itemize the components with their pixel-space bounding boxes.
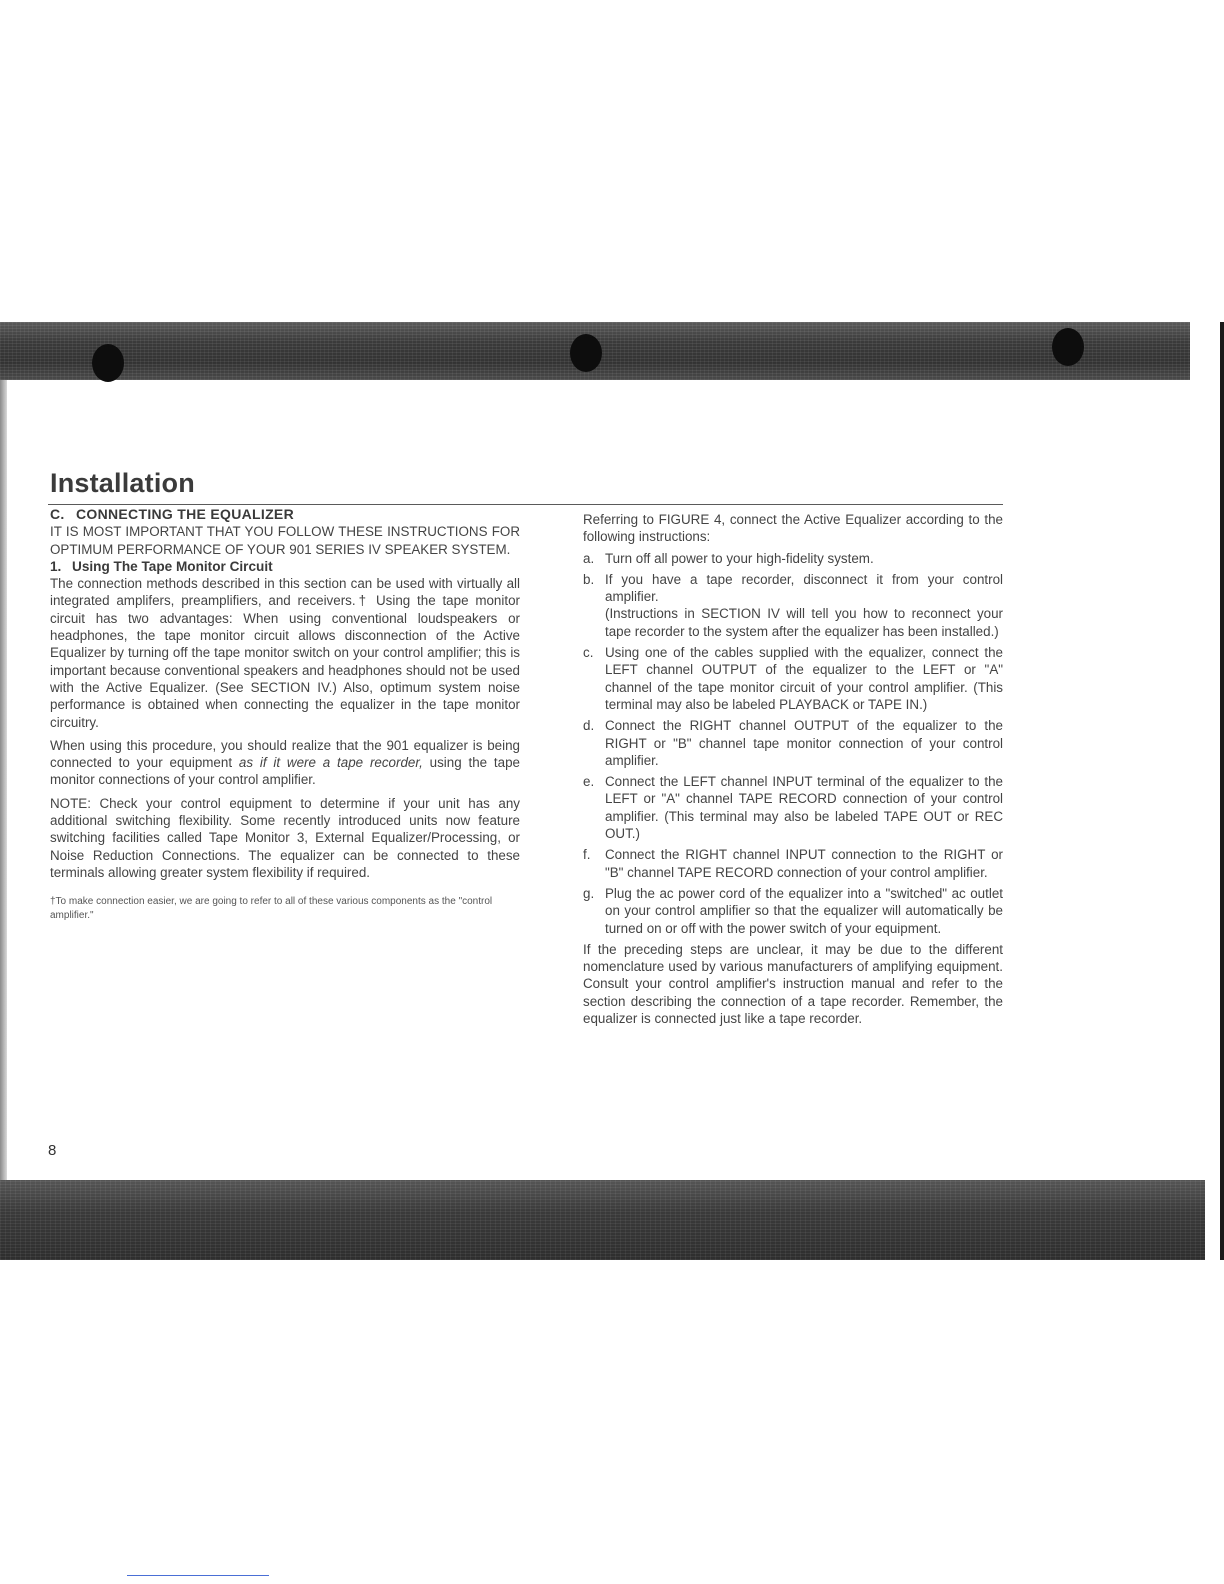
list-item xyxy=(583,644,1003,713)
punch-hole xyxy=(1052,328,1084,366)
list-text: Turn off all power to your high-fidelity system. xyxy=(605,550,874,566)
list-item xyxy=(583,885,1003,937)
list-text: If you have a tape recorder, disconnect it from your control amplifier. xyxy=(605,571,1003,605)
list-marker: c. xyxy=(583,645,594,661)
section-letter: C. xyxy=(50,506,65,522)
paragraph-tape-recorder xyxy=(50,737,520,789)
heading-divider xyxy=(48,504,1003,505)
list-note: (Instructions in SECTION IV will tell you how to reconnect your tape recorder to the system after the equalizer has been installed.) xyxy=(605,606,1003,639)
list-text: Plug the ac power cord of the equalizer into a "switched" ac outlet on your control amplifier so that the equalizer will automatically be turned on or off with the power switch of your equipment. xyxy=(605,885,1003,936)
page-title: Installation xyxy=(50,468,195,498)
punch-hole xyxy=(570,334,602,372)
scan-top-band xyxy=(0,322,1190,380)
list-item xyxy=(583,773,1003,842)
list-text: Connect the LEFT channel INPUT terminal of the equalizer to the LEFT or "A" channel TAPE RECORD connection of your control amplifier. (This terminal may also be labeled TAPE OUT or REC OUT.) xyxy=(605,774,1003,842)
list-marker: a. xyxy=(583,550,595,566)
subsection-number: 1. xyxy=(50,558,62,574)
page-number: 8 xyxy=(48,1142,57,1159)
paragraph-tape-recorder-end: using the tape monitor connections of your control amplifier. xyxy=(50,755,520,788)
punch-hole xyxy=(92,344,124,382)
list-text-group xyxy=(605,571,1003,640)
scan-right-edge xyxy=(1220,322,1224,1260)
paragraph-connection-methods: The connection methods described in this section can be used with virtually all integrated amplifers, preamplifiers, and receivers.† Using the tape monitor circuit has two advantages: When using conventional loudspeakers or headphones, the tape monitor circuit allows disconnection of the Active Equalizer by turning off the tape monitor switch on your control amplifier; this is important because conventional speakers and headphones should not be used with the Active Equalizer. (See SECTION IV.) Also, optimum system noise performance is obtained when connecting the equalizer in the tape monitor circuitry. xyxy=(50,576,520,730)
paragraph-note: NOTE: Check your control equipment to determine if your unit has any additional switching flexibility. Some recently introduced units now feature switching facilities called Tape Monitor 3, External Equalizer/Processing, or Noise Reduction Connections. The equalizer can be connected to these terminals allowing greater system flexibility if required. xyxy=(50,795,520,880)
bottom-rule xyxy=(127,1575,269,1576)
list-item xyxy=(583,846,1003,881)
right-column xyxy=(583,511,1003,1027)
list-marker: f. xyxy=(583,847,591,863)
list-item xyxy=(583,550,1003,567)
paragraph-tape-recorder-emphasis: as if it were a tape recorder, xyxy=(238,755,423,771)
list-marker: d. xyxy=(583,718,595,734)
warning-text: IT IS MOST IMPORTANT THAT YOU FOLLOW THESE INSTRUCTIONS FOR OPTIMUM PERFORMANCE OF YOUR 901 SERIES IV SPEAKER SYSTEM. xyxy=(50,524,520,557)
subsection-heading xyxy=(50,558,520,575)
closing-paragraph: If the preceding steps are unclear, it may be due to the different nomenclature used by various manufacturers of amplifying equipment. Consult your control amplifier's instruction manual and refer to the section describing the connection of a tape recorder. Remember, the equalizer is connected just like a tape recorder. xyxy=(583,941,1003,1027)
list-marker: b. xyxy=(583,571,595,587)
list-text: Connect the RIGHT channel INPUT connection to the RIGHT or "B" channel TAPE RECORD connection of your control amplifier. xyxy=(605,847,1003,880)
section-title: CONNECTING THE EQUALIZER xyxy=(76,506,294,522)
scan-bottom-band xyxy=(0,1180,1205,1260)
list-item xyxy=(583,717,1003,769)
instructions-intro: Referring to FIGURE 4, connect the Active Equalizer according to the following instructions: xyxy=(583,512,1003,545)
subsection-title: Using The Tape Monitor Circuit xyxy=(72,558,273,574)
list-marker: e. xyxy=(583,774,595,790)
list-item xyxy=(583,571,1003,640)
list-text: Connect the RIGHT channel OUTPUT of the equalizer to the RIGHT or "B" channel tape monitor connection of your control amplifier. xyxy=(605,718,1003,768)
footnote: †To make connection easier, we are going to refer to all of these various components as the "control amplifier." xyxy=(50,896,493,922)
list-text: Using one of the cables supplied with the equalizer, connect the LEFT channel OUTPUT of the equalizer to the LEFT or "A" channel of the tape monitor circuit of your control amplifier. (This terminal may also be labeled PLAYBACK or TAPE IN.) xyxy=(605,645,1003,712)
list-marker: g. xyxy=(583,885,595,901)
paragraph-tape-recorder-start: When using this procedure, you should realize that the 901 equalizer is being connected to your equipment xyxy=(50,737,520,771)
scan-left-edge xyxy=(0,380,7,1180)
left-column xyxy=(50,506,520,923)
section-heading xyxy=(50,506,520,523)
